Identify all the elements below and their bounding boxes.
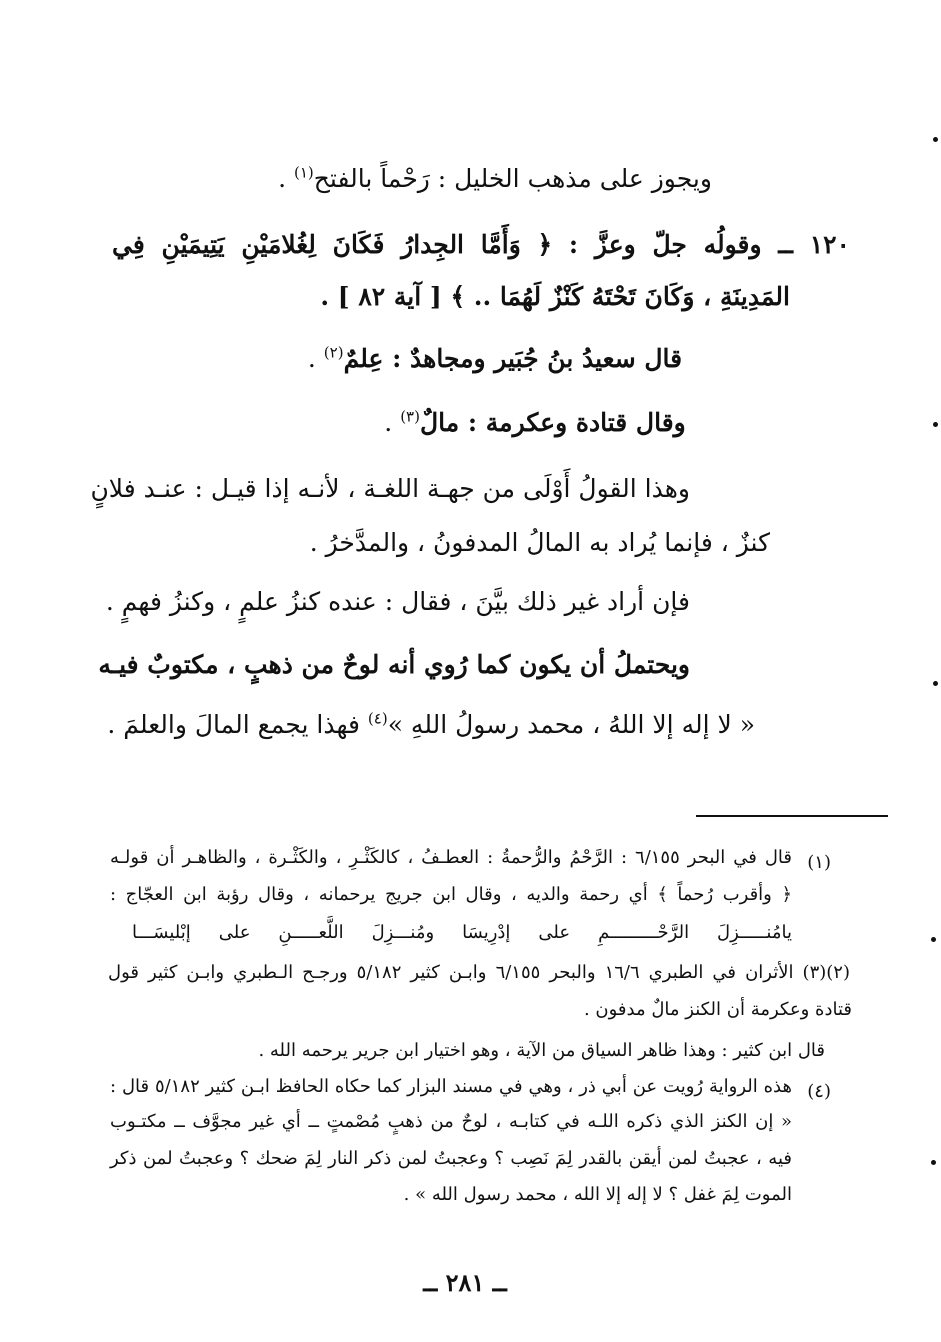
line-5-text: وقال قتادة وعكرمة : مالٌ (419, 408, 686, 437)
text-line-7: كنزٌ ، فإنما يُراد به المالُ المدفونُ ، والمدَّخرُ . (309, 528, 770, 557)
margin-dot-lower (931, 937, 936, 942)
footnote-line-7: هذه الرواية رُويت عن أبي ذر ، وهي في مسند البزار كما حكاه الحافظ ابـن كثير ٥/١٨٢ قال : (110, 1076, 792, 1097)
line-5-end: . (384, 408, 401, 437)
text-line-3: المَدِينَةِ ، وَكَانَ تَحْتَهُ كَنْزٌ لَهُمَا .. ﴾ [ آية ٨٢ ] . (320, 282, 790, 311)
footnote-number-1: (١) (807, 852, 831, 873)
text-line-6: وهذا القولُ أَوْلَى من جهـة اللغـة ، لأنـه إذا قيـل : عنـد فلانٍ (90, 474, 690, 503)
footnote-line-6: قال ابن كثير : وهذا ظاهر السياق من الآية ، وهو اختيار ابن جرير يرحمه الله . (258, 1040, 825, 1061)
page-number: ــ ٢٨١ ــ (423, 1268, 507, 1297)
line-4-end: . (307, 344, 324, 373)
margin-dot-upper (933, 422, 938, 427)
text-line-5 (370, 408, 700, 438)
text-line-9: ويحتملُ أن يكون كما رُوي أنه لوحٌ من ذهبٍ ، مكتوبٌ فيـه (98, 650, 690, 679)
text-line-2: ١٢٠ ــ وقولُه جلّ وعزَّ : ﴿ وَأَمَّا الجِدارُ فَكَانَ لِغُلامَيْنِ يَتِيمَيْنِ فِي (112, 230, 850, 259)
footnote-number-4: (٤) (807, 1081, 831, 1102)
footnote-divider (696, 815, 888, 817)
footnote-line-10: الموت لِمَ غفل ؟ لا إله إلا الله ، محمد رسول الله » . (403, 1184, 792, 1205)
margin-dot-top (933, 137, 938, 142)
footnote-ref-1: (١) (294, 163, 314, 182)
text-line-1 (235, 164, 755, 194)
footnote-line-2: ﴿ وأقرب رُحماً ﴾ أي رحمة والديه ، وقال ابن جريج يرحمانه ، وقال رؤبة ابن العجّاج : (110, 884, 792, 905)
footnote-ref-4: (٤) (367, 709, 388, 728)
line-1-text: ويجوز على مذهب الخليل : رَحْماً بالفتح (313, 164, 712, 193)
text-line-10 (107, 709, 755, 740)
text-line-8: فإن أراد غير ذلك بيَّنَ ، فقال : عنده كنزُ علمٍ ، وكنزُ فهمٍ . (105, 587, 690, 616)
margin-dot-middle (933, 681, 938, 686)
margin-dot-bottom (931, 1160, 936, 1165)
footnote-line-4: (٢)(٣) الأثران في الطبري ١٦/٦ والبحر ٦/١٥٥ وابـن كثير ٥/١٨٢ ورجـح الـطبري وابـن كثير قول (108, 962, 850, 983)
line-4-text: قال سعيدُ بنُ جُبَير ومجاهدٌ : عِلمٌ (343, 344, 683, 373)
footnote-line-1: قال في البحر ٦/١٥٥ : الرَّحْمُ والرُّحمةُ : العطـفُ ، كالكَثْـرِ ، والكَثْـرة ، والظاهـر أن قولـه (110, 847, 792, 868)
footnote-ref-3: (٣) (400, 407, 420, 426)
footnote-line-3: يامُنـــــزِلَ الرَّحْـــــــــمِ على إدْرِيسَا ومُنـــزِلَ اللَّعـــــنِ على إبْليسَـــا (132, 922, 792, 943)
line-10-text: « لا إله إلا اللهُ ، محمد رسولُ اللهِ » (387, 710, 755, 739)
text-line-4 (290, 344, 700, 374)
footnote-ref-2: (٢) (323, 343, 344, 362)
line-1-end: . (278, 164, 294, 193)
footnote-line-8: « إن الكنز الذي ذكره اللـه في كتابـه ، لوحٌ من ذهبٍ مُصْمتٍ ــ أي غير مجوَّف ــ مكتـوب (110, 1111, 792, 1132)
line-10-end: فهذا يجمع المالَ والعلمَ . (107, 710, 368, 739)
footnote-line-9: فيه ، عجبتُ لمن أيقن بالقدر لِمَ نَصِب ؟ وعجبتُ لمن ذكر النار لِمَ ضحك ؟ وعجبتُ لمن ذكر (110, 1148, 792, 1169)
footnote-line-5: قتادة وعكرمة أن الكنز مالٌ مدفون . (583, 999, 852, 1020)
